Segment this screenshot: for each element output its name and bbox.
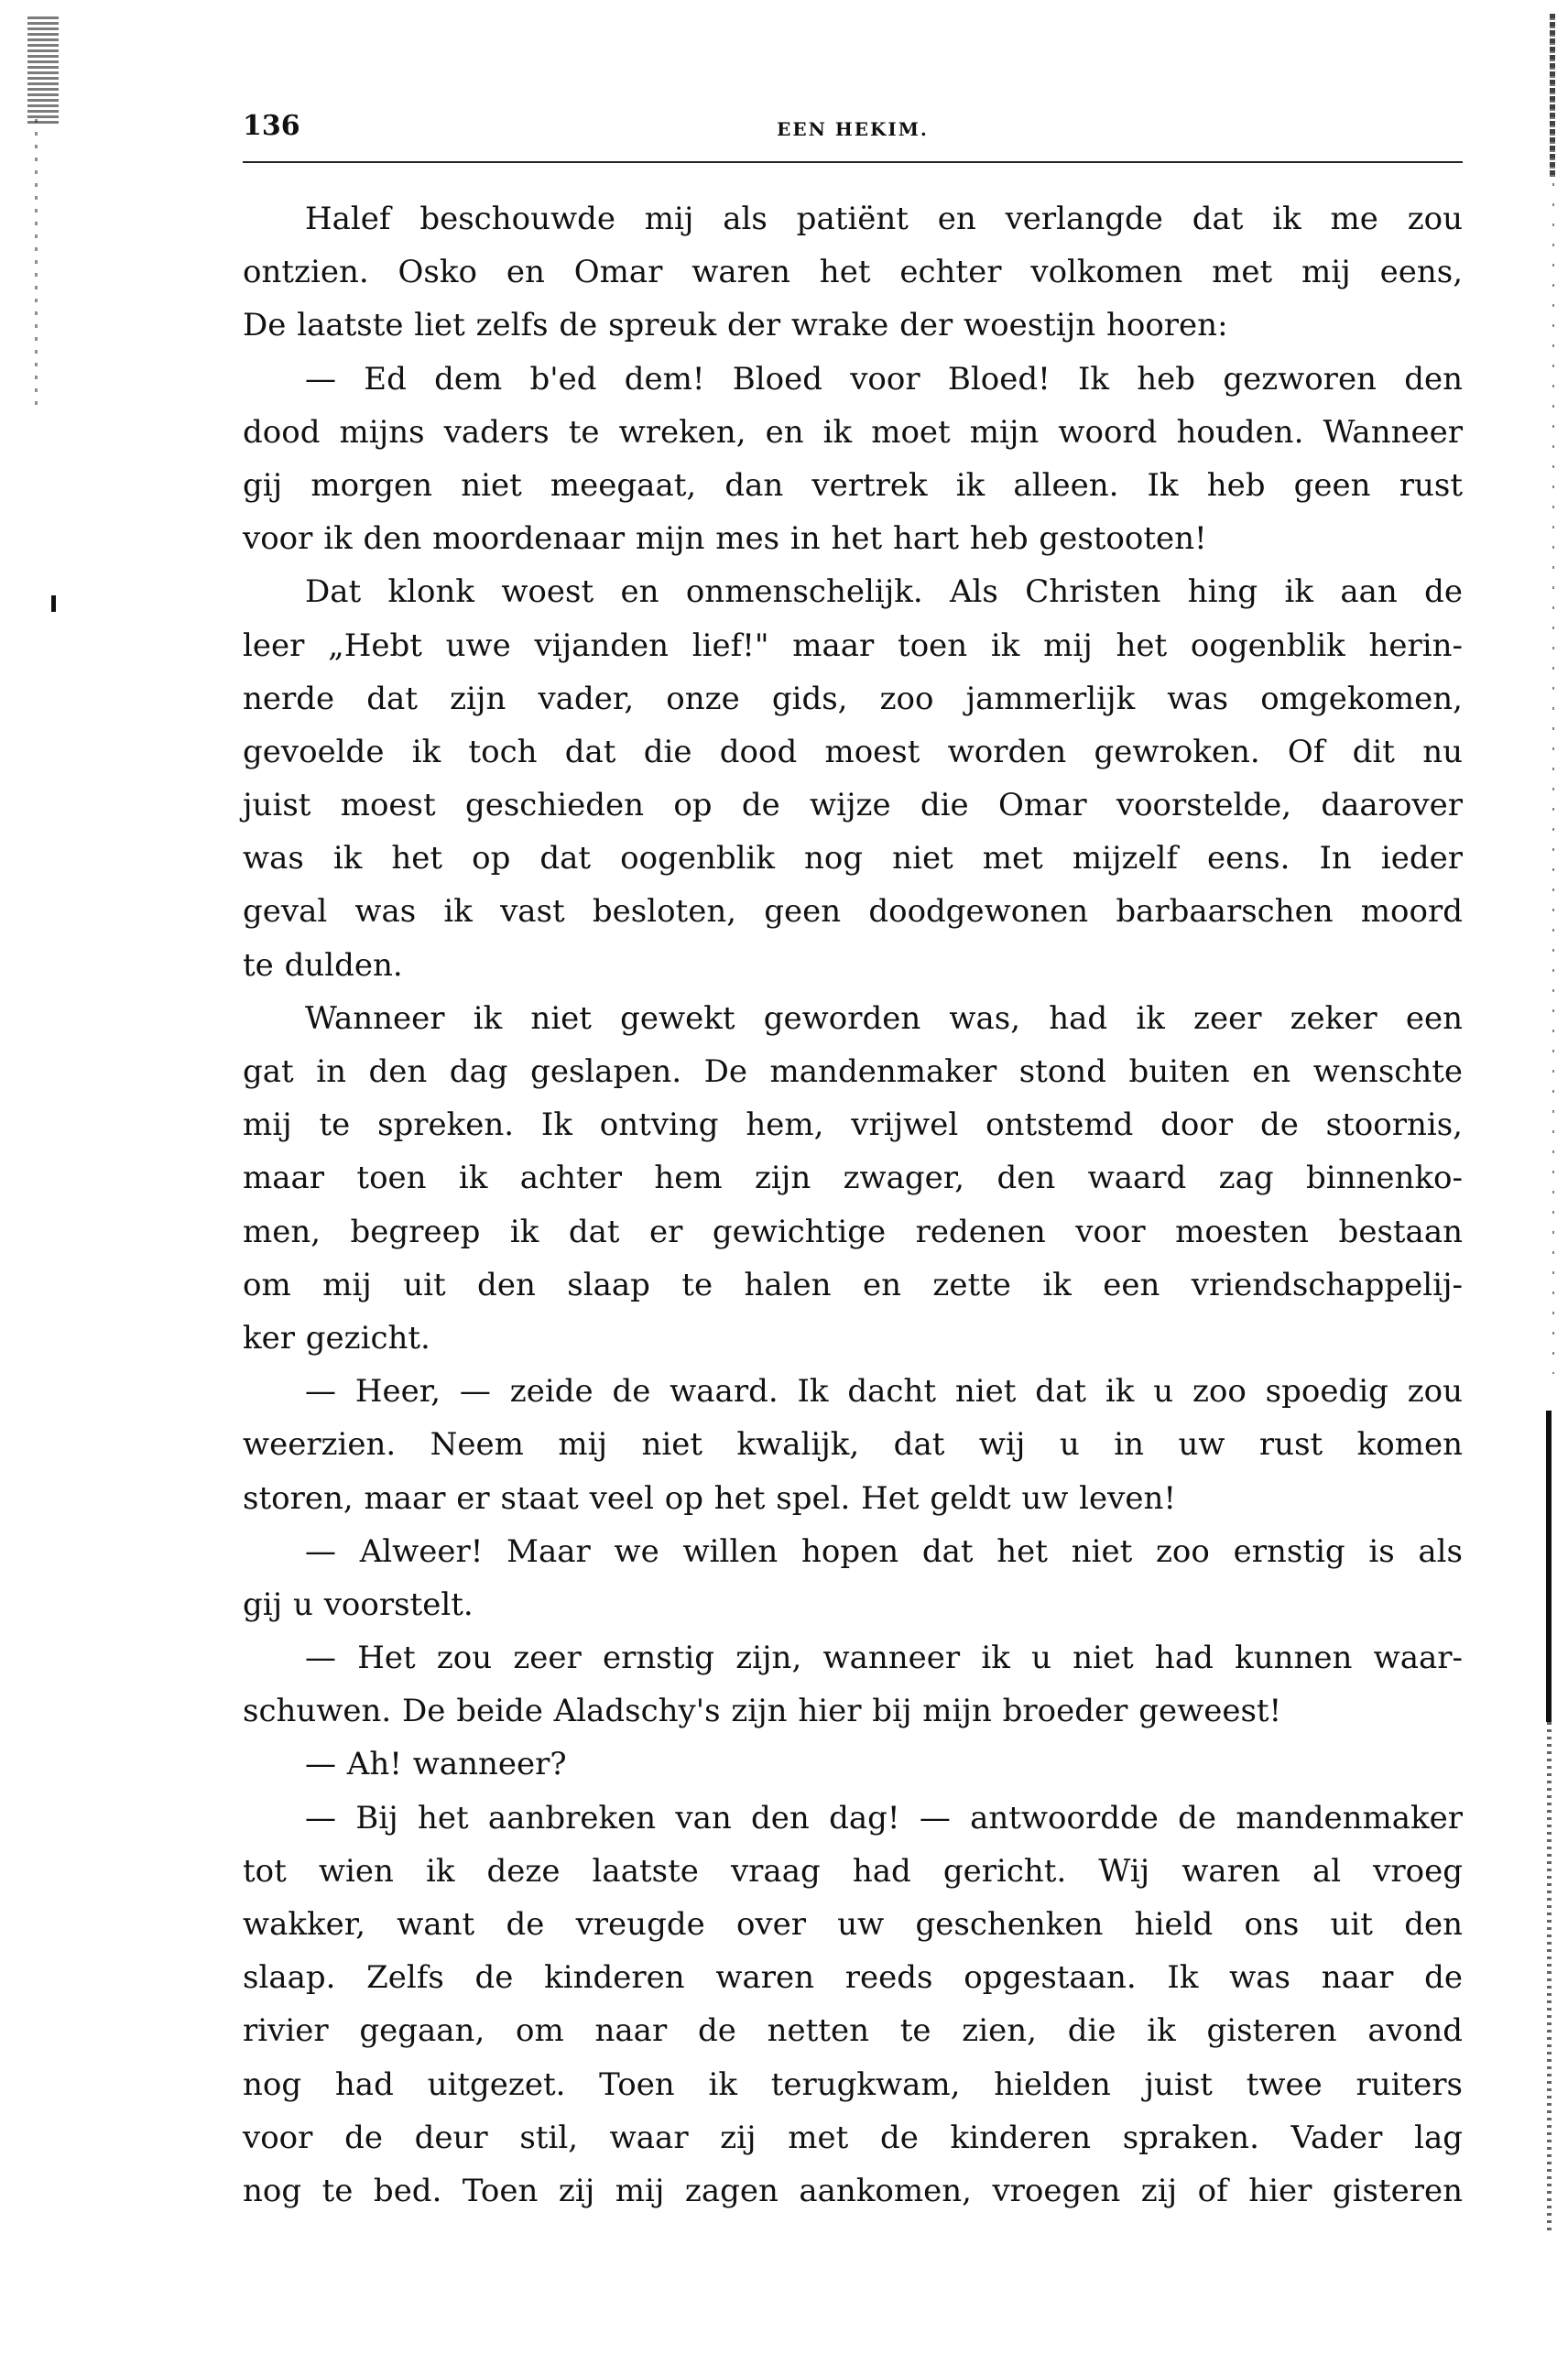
paragraph <box>243 1738 1463 1791</box>
text-line: ontzien. Osko en Omar waren het echter volkomen met mij eens, <box>243 254 1463 291</box>
text-line: storen, maar er staat veel op het spel. Het geldt uw leven! <box>243 1479 1177 1517</box>
text-line: — Ed dem b'ed dem! Bloed voor Bloed! Ik heb gezworen den <box>305 360 1463 398</box>
paragraph <box>243 1792 1463 2218</box>
paragraph <box>243 192 1463 353</box>
page-header <box>243 108 1463 152</box>
text-line: gat in den dag geslapen. De mandenmaker stond buiten en wenschte <box>243 1053 1463 1090</box>
scan-edge-artifact-right-fade <box>1547 1722 1552 2235</box>
paragraph <box>243 1365 1463 1525</box>
text-line: voor ik den moordenaar mijn mes in het hart heb gestooten! <box>243 520 1207 558</box>
paragraph <box>243 992 1463 1365</box>
text-line: De laatste liet zelfs de spreuk der wrake der woestijn hooren: <box>243 307 1228 344</box>
scan-edge-artifact-left <box>27 16 59 126</box>
text-line: voor de deur stil, waar zij met de kinderen spraken. Vader lag <box>243 2119 1463 2156</box>
body-text <box>243 192 1463 2218</box>
paragraph <box>243 1525 1463 1631</box>
text-line: slaap. Zelfs de kinderen waren reeds opgestaan. Ik was naar de <box>243 1959 1463 1997</box>
text-line: rivier gegaan, om naar de netten te zien, die ik gisteren avond <box>243 2012 1463 2050</box>
text-line: wakker, want de vreugde over uw geschenken hield ons uit den <box>243 1906 1463 1943</box>
running-title: EEN HEKIM. <box>777 118 929 140</box>
text-line: — Bij het aanbreken van den dag! — antwoordde de mandenmaker <box>305 1799 1463 1836</box>
text-line: — Ah! wanneer? <box>305 1746 567 1783</box>
page-number: 136 <box>243 110 300 142</box>
text-line: Wanneer ik niet gewekt geworden was, had ik zeer zeker een <box>305 999 1463 1037</box>
text-line: gevoelde ik toch dat die dood moest worden gewroken. Of dit nu <box>243 733 1463 770</box>
text-line: te dulden. <box>243 946 403 984</box>
text-line: Halef beschouwde mij als patiënt en verlangde dat ik me zou <box>305 201 1463 237</box>
text-line: men, begreep ik dat er gewichtige redenen voor moesten bestaan <box>243 1213 1463 1250</box>
scan-edge-artifact-right-bar <box>1546 1411 1552 1722</box>
paragraph <box>243 353 1463 566</box>
scan-edge-artifact-right-top <box>1550 14 1555 179</box>
text-line: — Alweer! Maar we willen hopen dat het niet zoo ernstig is als <box>305 1532 1463 1570</box>
header-rule <box>243 161 1463 163</box>
scan-edge-artifact-left-dots <box>35 119 38 412</box>
scan-edge-artifact-right-dots <box>1552 183 1554 1374</box>
paragraph <box>243 1631 1463 1738</box>
text-line: geval was ik vast besloten, geen doodgewonen barbaarschen moord <box>243 893 1463 931</box>
scan-edge-mark <box>51 595 56 612</box>
text-line: leer „Hebt uwe vijanden lief!" maar toen ik mij het oogenblik herin- <box>243 627 1463 664</box>
text-line: ker gezicht. <box>243 1319 430 1357</box>
text-line: Dat klonk woest en onmenschelijk. Als Christen hing ik aan de <box>305 573 1463 611</box>
text-line: nerde dat zijn vader, onze gids, zoo jammerlijk was omgekomen, <box>243 680 1463 717</box>
text-line: juist moest geschieden op de wijze die Omar voorstelde, daarover <box>243 787 1463 824</box>
text-line: om mij uit den slaap te halen en zette ik een vriendschappelij- <box>243 1266 1463 1303</box>
paragraph <box>243 565 1463 992</box>
text-line: nog te bed. Toen zij mij zagen aankomen, vroegen zij of hier gisteren <box>243 2172 1463 2209</box>
text-line: — Heer, — zeide de waard. Ik dacht niet dat ik u zoo spoedig zou <box>305 1373 1463 1411</box>
text-line: — Het zou zeer ernstig zijn, wanneer ik u niet had kunnen waar- <box>305 1640 1463 1677</box>
text-line: mij te spreken. Ik ontving hem, vrijwel ontstemd door de stoornis, <box>243 1106 1463 1144</box>
text-line: gij u voorstelt. <box>243 1586 474 1623</box>
text-line: nog had uitgezet. Toen ik terugkwam, hielden juist twee ruiters <box>243 2065 1463 2103</box>
text-line: weerzien. Neem mij niet kwalijk, dat wij u in uw rust komen <box>243 1426 1463 1464</box>
text-line: schuwen. De beide Aladschy's zijn hier bij mijn broeder geweest! <box>243 1693 1282 1730</box>
text-line: gij morgen niet meegaat, dan vertrek ik alleen. Ik heb geen rust <box>243 466 1463 504</box>
text-line: was ik het op dat oogenblik nog niet met mijzelf eens. In ieder <box>243 840 1463 877</box>
text-line: maar toen ik achter hem zijn zwager, den waard zag binnenko- <box>243 1160 1463 1197</box>
text-line: dood mijns vaders te wreken, en ik moet mijn woord houden. Wanneer <box>243 413 1463 451</box>
text-line: tot wien ik deze laatste vraag had gericht. Wij waren al vroeg <box>243 1852 1463 1890</box>
